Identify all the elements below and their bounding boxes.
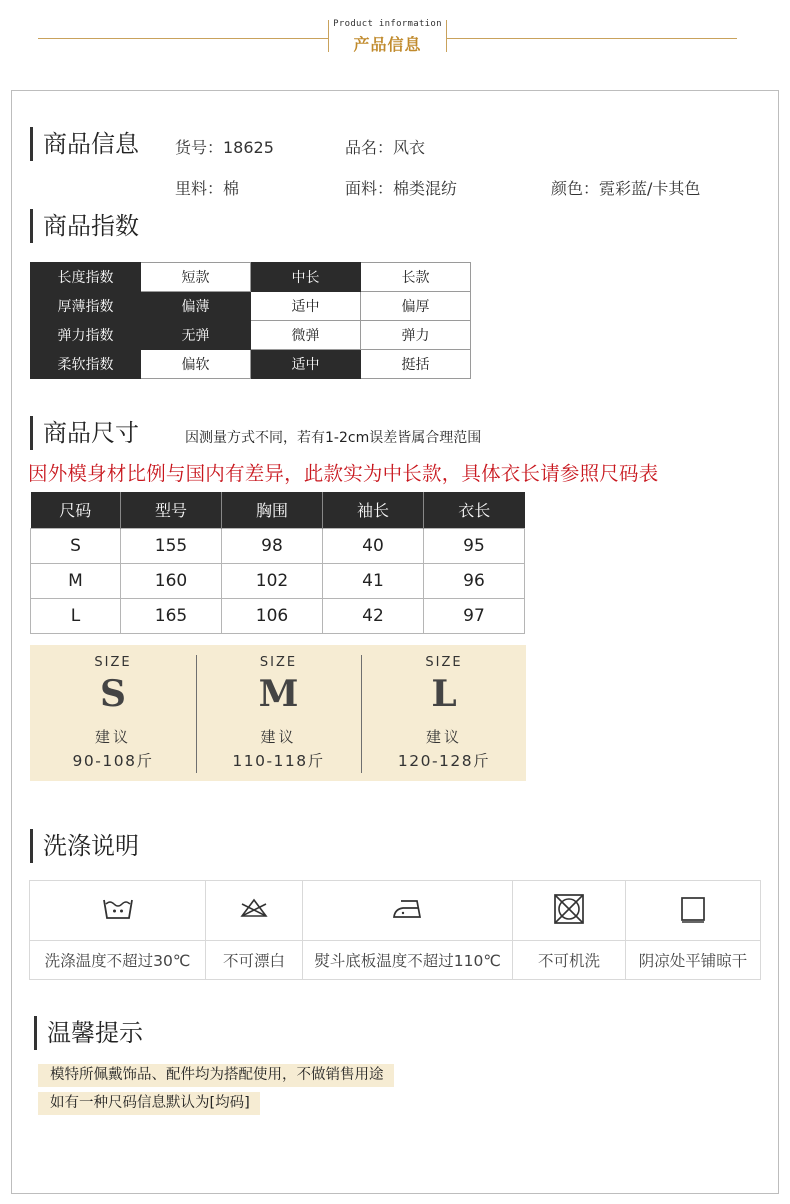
index-option: 微弹 [251,321,361,350]
table-cell: 42 [323,598,424,633]
col-header-bust: 胸围 [222,492,323,528]
index-row-thickness [31,292,471,321]
size-recommendation [30,645,526,781]
table-cell: 95 [424,528,525,563]
section-title-product-size: 商品尺寸 [30,416,139,450]
wash-icon-cell [513,881,626,941]
index-row-softness [31,350,471,379]
wash-icon-cell [626,881,761,941]
table-cell: 40 [323,528,424,563]
size-rec-suggest: 建议 [94,728,131,746]
size-warning: 因外模身材比例与国内有差异，此款实为中长款，具体衣长请参照尺码表 [28,462,659,485]
table-cell: L [31,598,121,633]
section-title-product-index: 商品指数 [30,209,139,243]
lining-material: 里料：棉 [175,179,240,198]
measurement-note: 因测量方式不同，若有1-2cm误差皆属合理范围 [185,430,482,446]
item-number: 货号：18625 [175,138,274,157]
header-title-en: Product information [333,19,442,29]
wash-icon-cell [30,881,206,941]
index-label: 厚薄指数 [31,292,141,321]
section-title-product-info: 商品信息 [30,127,139,161]
index-option-selected: 适中 [251,350,361,379]
table-cell: 160 [121,563,222,598]
size-rec-s [30,645,196,781]
tip-item: 模特所佩戴饰品、配件均为搭配使用，不做销售用途 [38,1064,394,1087]
header-title-cn: 产品信息 [353,35,422,54]
size-rec-suggest: 建议 [425,728,462,746]
table-cell: 102 [222,563,323,598]
wash-icon-row [30,881,761,941]
index-label: 柔软指数 [31,350,141,379]
product-name: 品名：风衣 [345,138,426,157]
index-option: 适中 [251,292,361,321]
table-cell: 97 [424,598,525,633]
col-header-model: 型号 [121,492,222,528]
fabric-material: 面料：棉类混纺 [345,179,458,198]
wash-label: 洗涤温度不超过30℃ [30,941,206,980]
index-option: 长款 [361,263,471,292]
table-cell: M [31,563,121,598]
size-rec-letter: M [258,673,299,715]
product-color: 颜色：霓彩蓝/卡其色 [551,179,701,198]
index-option-selected: 偏薄 [141,292,251,321]
table-cell: S [31,528,121,563]
index-option: 弹力 [361,321,471,350]
size-rec-l [362,645,526,781]
wash-label-row [30,941,761,980]
wash-label: 阴凉处平铺晾干 [626,941,761,980]
index-option-selected: 无弹 [141,321,251,350]
product-index-table [30,262,471,379]
size-rec-letter: L [431,673,457,715]
index-row-elasticity [31,321,471,350]
index-option-selected: 中长 [251,263,361,292]
washing-table [29,880,761,980]
wash-30-icon [102,896,134,922]
table-row [31,563,525,598]
no-bleach-icon [238,896,270,922]
index-row-length [31,263,471,292]
size-table-header [31,492,525,528]
table-cell: 165 [121,598,222,633]
size-rec-letter: S [100,673,126,715]
size-rec-range: 110-118斤 [232,752,325,770]
wash-label: 不可机洗 [513,941,626,980]
col-header-sleeve: 袖长 [323,492,424,528]
tip-item: 如有一种尺码信息默认为[均码] [38,1092,260,1115]
size-rec-range: 120-128斤 [397,752,491,770]
wash-label: 熨斗底板温度不超过110℃ [303,941,513,980]
table-cell: 41 [323,563,424,598]
header-line-right [447,38,737,39]
page-header [0,0,790,70]
index-label: 长度指数 [31,263,141,292]
index-option: 挺括 [361,350,471,379]
index-label: 弹力指数 [31,321,141,350]
col-header-size: 尺码 [31,492,121,528]
table-cell: 106 [222,598,323,633]
table-cell: 155 [121,528,222,563]
size-table [30,492,525,634]
wash-label: 不可漂白 [206,941,303,980]
size-rec-range: 90-108斤 [72,752,154,770]
size-rec-m [197,645,360,781]
wash-icon-cell [206,881,303,941]
table-cell: 96 [424,563,525,598]
table-row [31,598,525,633]
table-row [31,528,525,563]
size-rec-label: SIZE [94,655,132,670]
section-title-washing: 洗涤说明 [30,829,139,863]
header-line-left [38,38,328,39]
index-option: 短款 [141,263,251,292]
index-option: 偏软 [141,350,251,379]
table-cell: 98 [222,528,323,563]
shade-dry-flat-icon [679,895,707,923]
iron-icon [391,896,425,922]
size-rec-label: SIZE [259,655,298,670]
col-header-length: 衣长 [424,492,525,528]
no-machine-wash-icon [553,893,585,925]
size-rec-suggest: 建议 [260,728,297,746]
section-title-tips: 温馨提示 [34,1016,143,1050]
index-option: 偏厚 [361,292,471,321]
wash-icon-cell [303,881,513,941]
size-rec-label: SIZE [425,655,463,670]
